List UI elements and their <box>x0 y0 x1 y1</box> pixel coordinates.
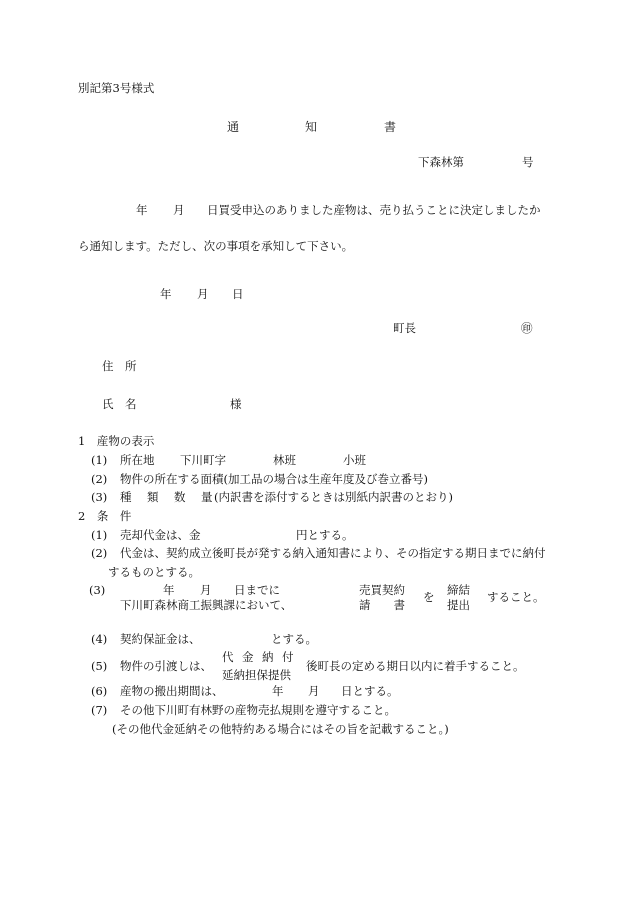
removal-day-text: 日とする。 <box>341 684 399 698</box>
option-written-pledge: 請 書 <box>359 598 405 612</box>
intro-year: 年 <box>136 203 148 217</box>
item-number: (4) <box>91 632 108 646</box>
contract-place: 下川町森林商工振興課において、 <box>120 598 293 612</box>
doc-number-prefix: 下森林第 <box>418 155 464 169</box>
contract-month: 月 <box>200 583 212 597</box>
intro-line-1: 日買受申込のありました産物は、売り払うことに決定しましたか <box>207 203 541 217</box>
special-terms-note: (その他代金延納その他特約ある場合にはその旨を記載すること。) <box>112 722 449 736</box>
item-number: (2) <box>91 472 108 486</box>
item-number: (5) <box>91 659 108 673</box>
issue-date-month: 月 <box>197 287 209 301</box>
option-deferred-security: 延納担保提供 <box>222 668 291 682</box>
issue-date-year: 年 <box>160 287 172 301</box>
removal-year: 年 <box>272 684 284 698</box>
contract-year: 年 <box>163 583 175 597</box>
seal-mark: ㊞ <box>521 321 533 335</box>
item-number: (6) <box>91 684 108 698</box>
payment-text-line-2: するものとする。 <box>108 565 200 579</box>
form-label: 別記第3号様式 <box>78 81 155 95</box>
item-number: (7) <box>91 703 108 717</box>
item-number: (2) <box>91 546 108 560</box>
sale-price-text: 売却代金は、金 <box>120 528 201 542</box>
honorific: 様 <box>230 397 242 411</box>
title-char-3: 書 <box>384 120 397 134</box>
location-label: 所在地 <box>120 453 155 467</box>
title-char-1: 通 <box>227 120 240 134</box>
option-payment: 代 金 納 付 <box>222 650 292 664</box>
contract-day-text: 日までに <box>234 583 280 597</box>
item-number: (3) <box>91 490 108 504</box>
removal-month: 月 <box>308 684 320 698</box>
particle-wo: を <box>423 590 435 604</box>
payment-text-line-1: 代金は、契約成立後町長が発する納入通知書により、その指定する期日までに納付 <box>120 546 546 560</box>
deposit-suffix: とする。 <box>271 632 317 646</box>
area-text: 物件の所在する面積(加工品の場合は生産年度及び巻立番号) <box>120 472 428 486</box>
sale-price-suffix: 円とする。 <box>296 528 354 542</box>
verb-conclude: 締結 <box>447 583 470 597</box>
breakdown-note: (内訳書を添付するときは別紙内訳書のとおり) <box>214 490 453 504</box>
section1-heading: 1 産物の表示 <box>78 434 155 448</box>
type-quantity-label: 種 類 数 量 <box>120 490 215 504</box>
item-number: (1) <box>91 453 108 467</box>
intro-month: 月 <box>173 203 185 217</box>
issuer-title: 町長 <box>393 321 416 335</box>
delivery-text: 物件の引渡しは、 <box>120 659 212 673</box>
contract-ending: すること。 <box>487 590 545 604</box>
deposit-text: 契約保証金は、 <box>120 632 201 646</box>
issue-date-day: 日 <box>232 287 244 301</box>
removal-period-text: 産物の搬出期間は、 <box>120 684 224 698</box>
option-sales-contract: 売買契約 <box>359 583 405 597</box>
doc-number-suffix: 号 <box>522 155 534 169</box>
delivery-suffix: 後町長の定める期日以内に着手すること。 <box>306 659 525 673</box>
regulation-text: その他下川町有林野の産物売払規則を遵守すること。 <box>120 703 396 717</box>
compartment-label: 林班 <box>273 453 296 467</box>
item-number: (3) <box>89 583 106 597</box>
section2-heading: 2 条 件 <box>78 509 132 523</box>
intro-line-2: ら通知します。ただし、次の事項を承知して下さい。 <box>78 239 354 253</box>
verb-submit: 提出 <box>447 598 470 612</box>
town-label: 下川町字 <box>180 453 226 467</box>
address-label: 住 所 <box>102 359 137 373</box>
title-char-2: 知 <box>305 120 318 134</box>
name-label: 氏 名 <box>102 397 137 411</box>
sub-compartment-label: 小班 <box>343 453 366 467</box>
item-number: (1) <box>91 528 108 542</box>
